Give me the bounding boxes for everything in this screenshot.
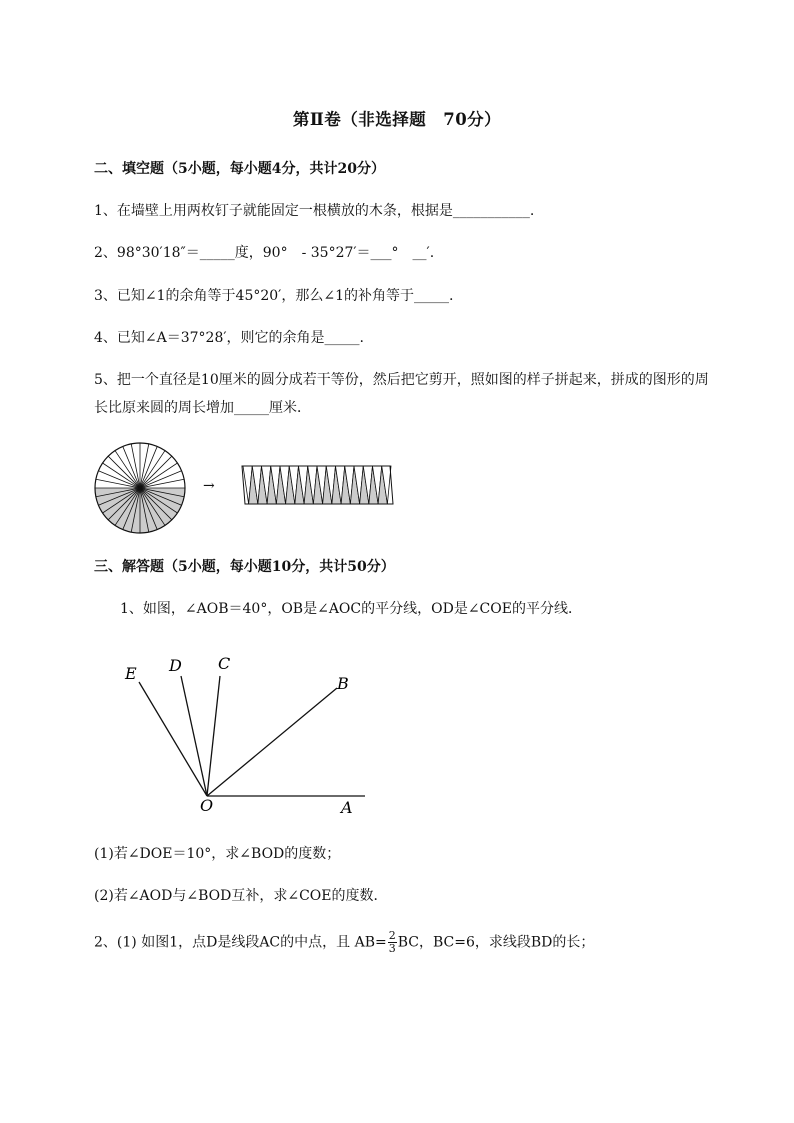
question-3-2-suffix: BC，BC=6，求线段BD的长； [397, 934, 595, 951]
fraction-denominator: 3 [388, 942, 396, 955]
question-2-2: 2、98°30′18″＝_____度，90° - 35°27′＝___° __′. [94, 245, 435, 261]
page-title: 第Ⅱ卷（非选择题 70分） [292, 110, 502, 129]
section-heading-solve: 三、解答题（5小题，每小题10分，共计50分） [94, 559, 395, 575]
question-2-5-line2: 长比原来圆的周长增加_____厘米． [94, 400, 311, 416]
section-heading-fill-in: 二、填空题（5小题，每小题4分，共计20分） [94, 161, 385, 177]
question-3-1-part1: (1)若∠DOE＝10°，求∠BOD的度数； [94, 846, 341, 862]
rearranged-strip-figure [238, 462, 396, 508]
label-E: E [125, 664, 137, 683]
label-B: B [337, 674, 349, 693]
ray-OE [139, 682, 207, 796]
angle-rays-figure [115, 648, 375, 818]
question-3-2 [94, 930, 594, 955]
arrow-icon: → [203, 478, 215, 494]
question-2-5-line1: 5、把一个直径是10厘米的圆分成若干等份，然后把它剪开，照如图的样子拼起来，拼成的图形的周 [94, 372, 709, 388]
label-A: A [341, 798, 353, 817]
ray-OB [207, 688, 337, 796]
label-D: D [169, 656, 182, 675]
divided-circle-figure [92, 440, 188, 536]
question-3-1-stem: 1、如图，∠AOB＝40°，OB是∠AOC的平分线，OD是∠COE的平分线． [120, 601, 582, 617]
question-3-1-part2: (2)若∠AOD与∠BOD互补，求∠COE的度数． [94, 888, 388, 904]
question-2-1: 1、在墙壁上用两枚钉子就能固定一根横放的木条，根据是___________. [94, 203, 535, 219]
fraction-numerator: 2 [388, 929, 396, 942]
ray-OC [207, 676, 220, 796]
label-C: C [218, 654, 231, 673]
question-2-3: 3、已知∠1的余角等于45°20′，那么∠1的补角等于_____. [94, 288, 454, 304]
fraction-two-thirds [388, 930, 397, 955]
question-2-4: 4、已知∠A＝37°28′，则它的余角是_____. [94, 330, 365, 346]
ray-OD [181, 676, 207, 796]
label-O: O [200, 796, 214, 815]
strip-triangles [243, 466, 391, 504]
question-3-2-prefix: 2、(1) 如图1，点D是线段AC的中点，且 AB= [94, 934, 387, 951]
